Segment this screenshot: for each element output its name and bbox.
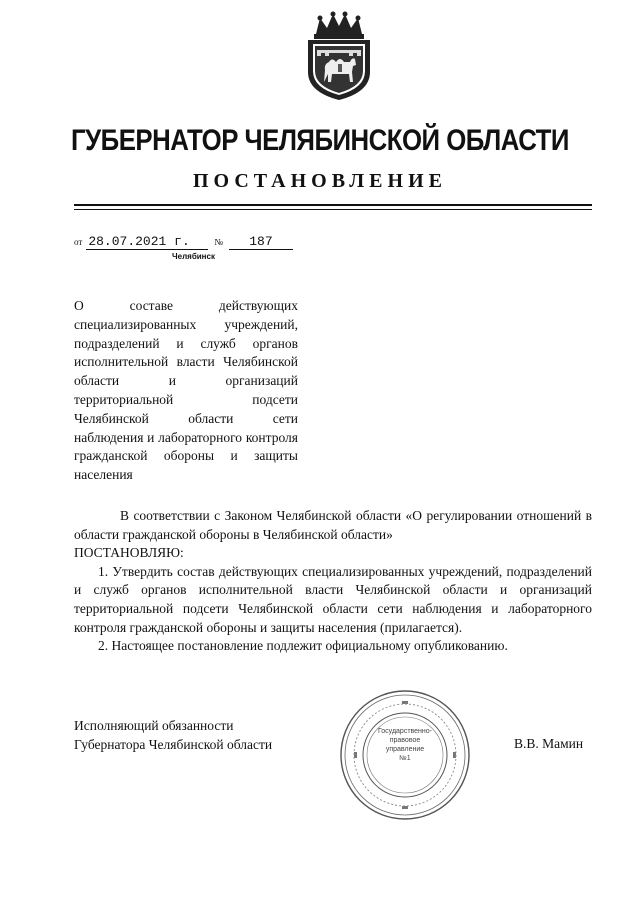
stamp-line-2: правовое — [389, 737, 421, 744]
stamp-line-3: управление — [385, 746, 425, 753]
document-number: 187 — [229, 234, 293, 250]
header-rule-thin — [74, 209, 592, 210]
chelyabinsk-coat-of-arms-icon — [294, 10, 384, 102]
signer-position — [74, 717, 272, 754]
date-prefix: от — [74, 237, 83, 247]
document-type-title: ПОСТАНОВЛЕНИЕ — [193, 170, 447, 192]
issuer-title: ГУБЕРНАТОР ЧЕЛЯБИНСКОЙ ОБЛАСТИ — [71, 124, 569, 157]
order-word: ПОСТАНОВЛЯЮ: — [74, 545, 184, 561]
signer-name: В.В. Мамин — [514, 736, 584, 751]
header-rule-thick — [74, 204, 592, 206]
stamp-line-4: №1 — [399, 755, 411, 762]
item-2-paragraph: 2. Настоящее постановление подлежит официальному опубликованию. — [98, 638, 508, 654]
document-date-number-row — [74, 234, 293, 250]
item-1-paragraph: 1. Утвердить состав действующих специализированных учреждений, подразделений и служб органов исполнительной власти Челябинской области и организаций территориальной подсети Челябинской области сети наблюдения и лабораторного контроля гражданской обороны и защиты населения (прилагается). — [74, 563, 592, 635]
document-subject: О составе действующих специализированных учреждений, подразделений и служб органов исполнительной власти Челябинской области и организаций территориальной подсети Челябинской области сети наблюдения и лабораторного контроля гражданской обороны и защиты населения — [74, 298, 298, 483]
preamble-paragraph: В соответствии с Законом Челябинской области «О регулировании отношений в области гражданской обороны в Челябинской области» — [74, 508, 592, 542]
city-label: Челябинск — [172, 252, 215, 261]
stamp-center-text — [338, 727, 472, 763]
signer-position-line-2: Губернатора Челябинской области — [74, 736, 273, 752]
number-prefix: № — [214, 237, 223, 247]
stamp-line-1: Государственно- — [377, 728, 433, 735]
document-body — [74, 507, 592, 656]
document-date: 28.07.2021 г. — [86, 234, 208, 250]
signer-position-line-1: Исполняющий обязанности — [74, 718, 234, 733]
